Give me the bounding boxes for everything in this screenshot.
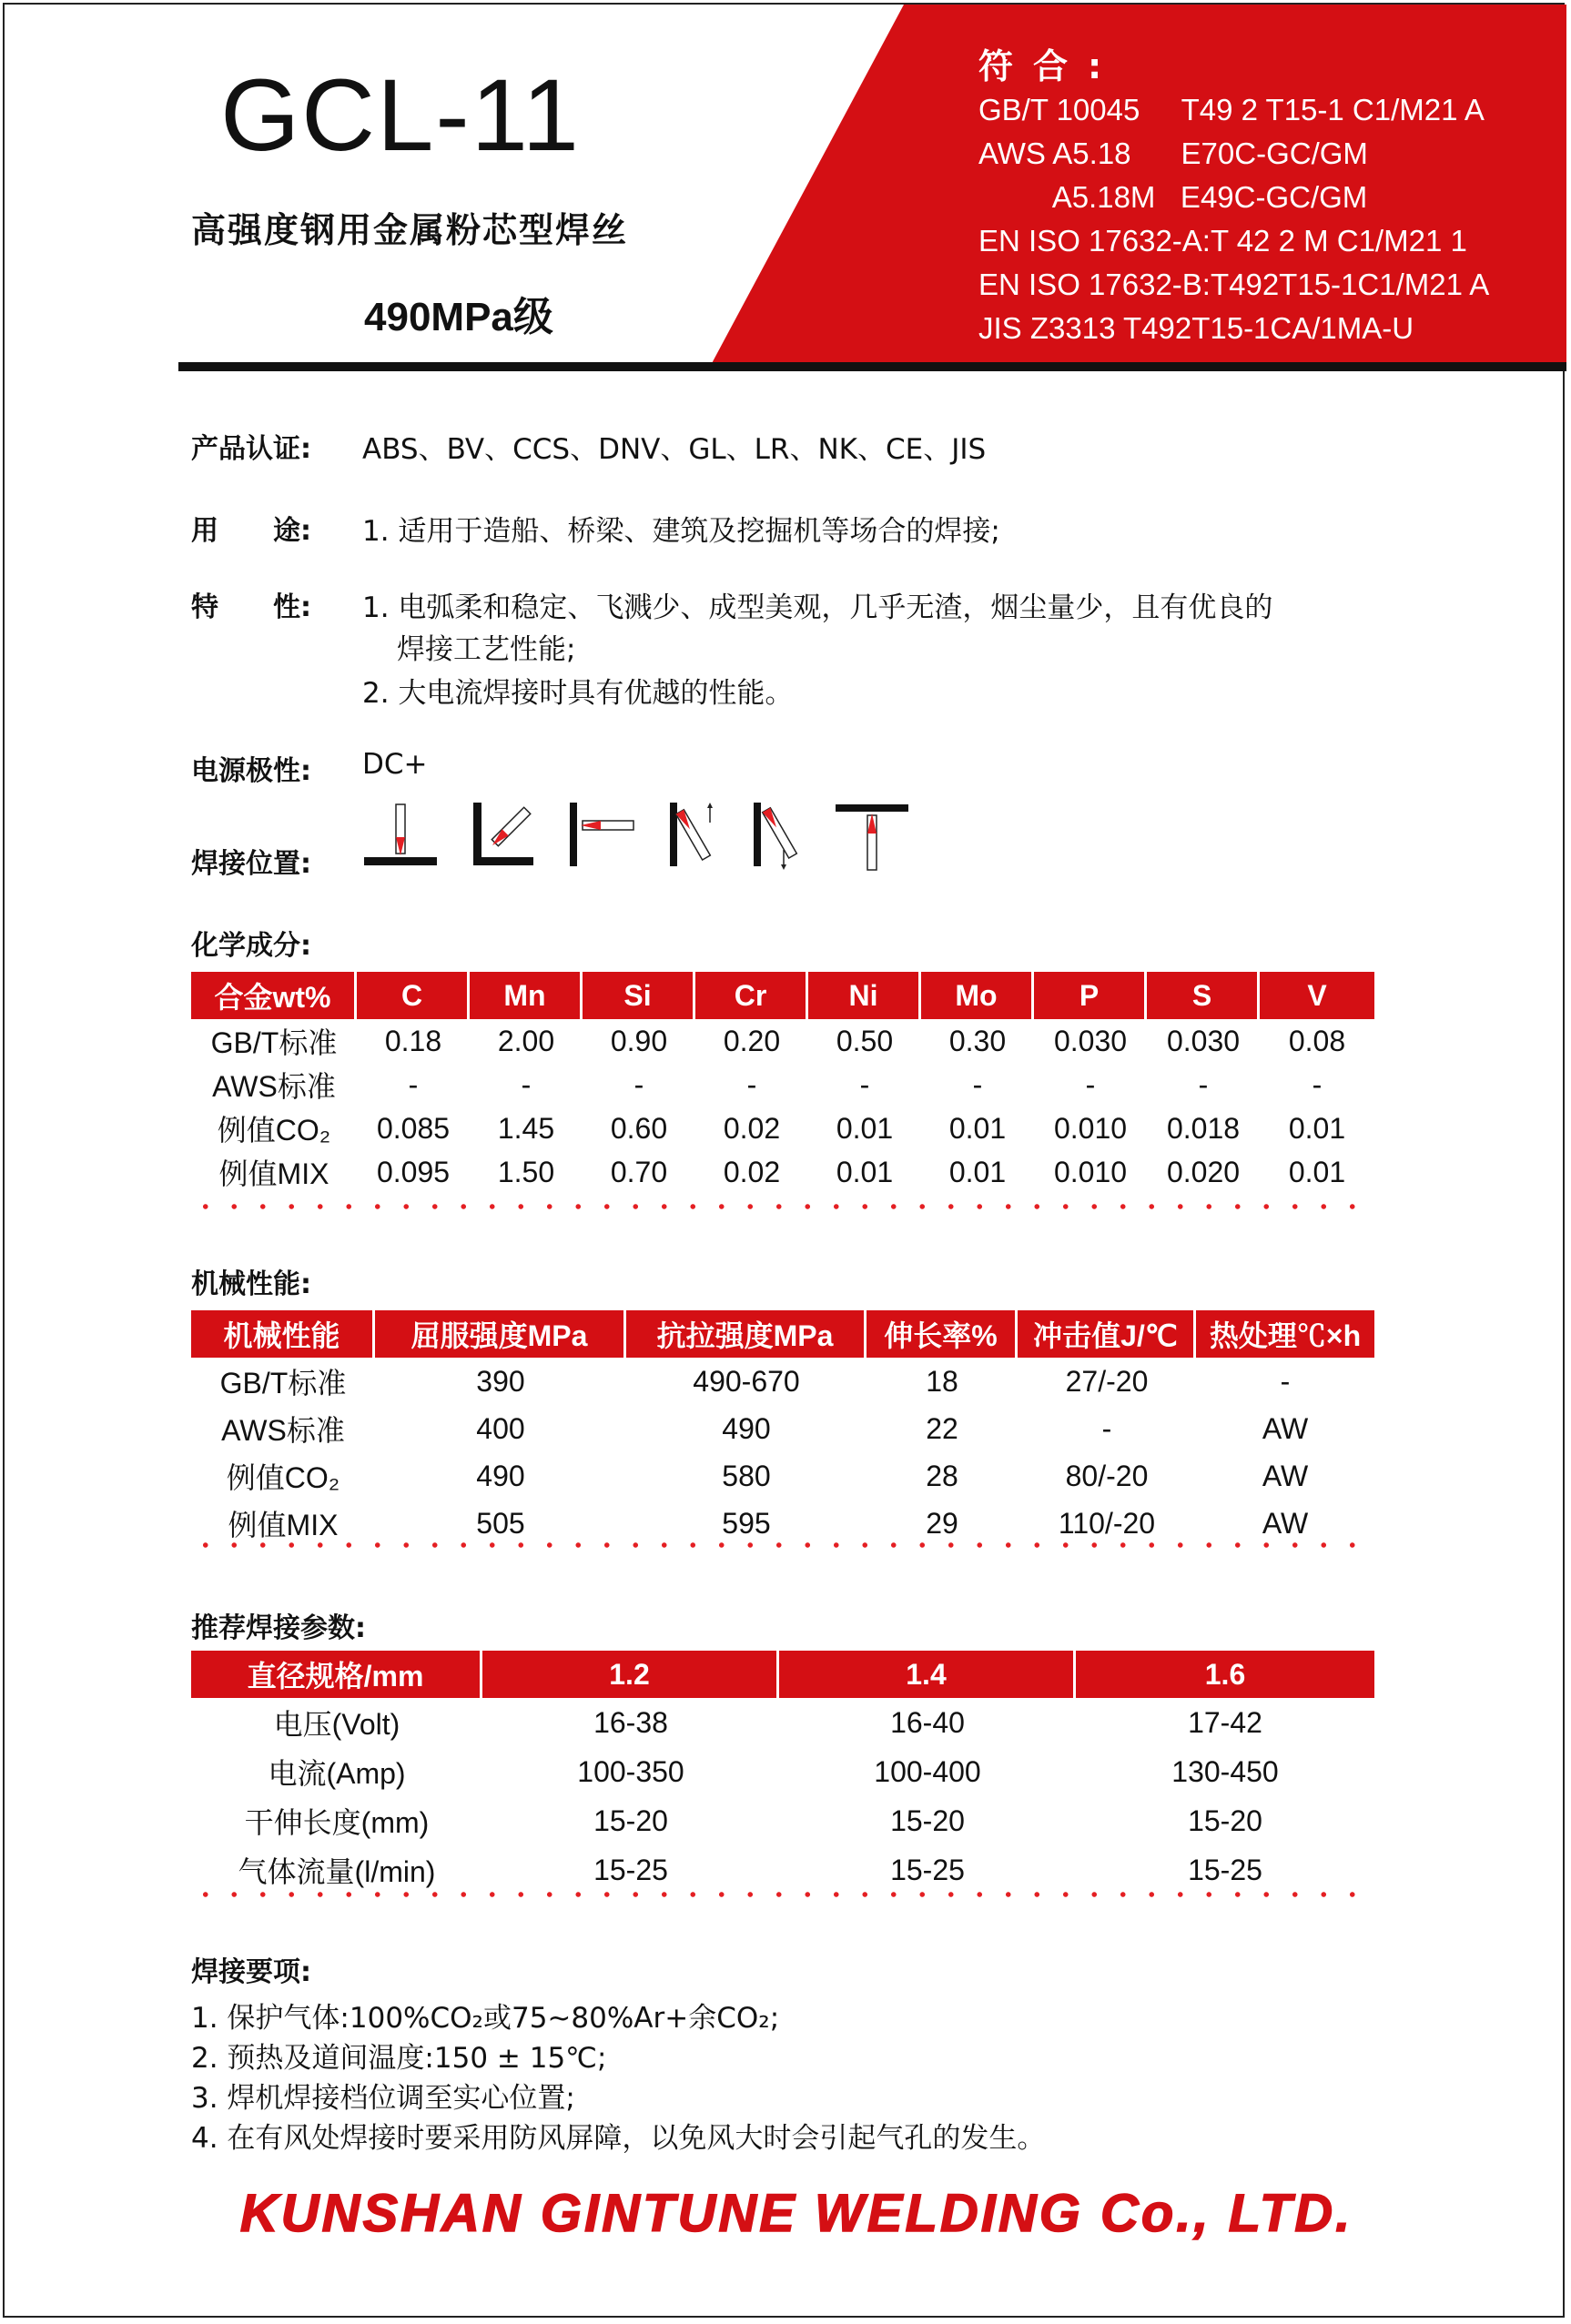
table-row <box>191 1500 1374 1547</box>
table-row <box>191 1358 1374 1405</box>
table-cell: 0.010 <box>1053 1155 1128 1188</box>
chem-header-row <box>191 972 1374 1019</box>
vertical-up-icon <box>670 803 713 866</box>
polarity-value: DC+ <box>362 748 428 781</box>
chem-table <box>191 972 1374 1194</box>
table-row <box>191 1452 1374 1500</box>
feature-1: 1. 电弧柔和稳定、飞溅少、成型美观，几乎无渣，烟尘量少，且有优良的 <box>362 591 1273 624</box>
standard-line: EN ISO 17632-A:T 42 2 M C1/M21 1 <box>978 224 1467 258</box>
chem-section-title: 化学成分: <box>191 930 311 962</box>
standard-line: GB/T 10045 T49 2 T15-1 C1/M21 A <box>978 93 1485 126</box>
table-cell: AWS标准 <box>212 1070 336 1103</box>
table-cell: 0.30 <box>948 1024 1007 1057</box>
table-cell: 580 <box>722 1459 771 1492</box>
table-cell: AWS标准 <box>221 1414 345 1447</box>
table-header: 1.6 <box>1076 1651 1374 1698</box>
table-header: 抗拉强度MPa <box>626 1310 867 1358</box>
table-header: C <box>357 972 470 1019</box>
table-cell: 490 <box>722 1411 771 1445</box>
table-row <box>191 1747 1374 1796</box>
table-cell: 17-42 <box>1188 1705 1262 1739</box>
table-cell: 27/-20 <box>1065 1364 1149 1398</box>
table-cell: 16-38 <box>593 1705 668 1739</box>
table-cell: - <box>408 1067 419 1101</box>
table-cell: - <box>1101 1411 1112 1445</box>
table-cell: 0.20 <box>723 1024 781 1057</box>
table-cell: GB/T标准 <box>219 1367 347 1399</box>
welding-position-icons <box>362 801 917 874</box>
table-row <box>191 1150 1374 1194</box>
table-header: 屈服强度MPa <box>375 1310 626 1358</box>
standards-title: 符合: <box>978 46 1122 86</box>
table-header: Ni <box>808 972 921 1019</box>
params-table <box>191 1651 1374 1895</box>
table-cell: 15-20 <box>890 1804 965 1837</box>
table-cell: 例值CO₂ <box>226 1461 340 1494</box>
table-cell: 0.085 <box>376 1111 451 1145</box>
table-header: S <box>1147 972 1260 1019</box>
vertical-down-icon <box>754 803 796 870</box>
feature-label: 特 性: <box>191 591 311 623</box>
table-header: 合金wt% <box>191 972 357 1019</box>
dotted-divider <box>191 1203 1374 1210</box>
table-header: Cr <box>695 972 808 1019</box>
cert-label: 产品认证: <box>191 433 311 465</box>
table-cell: 0.18 <box>384 1024 442 1057</box>
table-cell: - <box>521 1067 532 1101</box>
table-cell: - <box>972 1067 983 1101</box>
table-cell: 595 <box>722 1506 771 1540</box>
product-subtitle: 高强度钢用金属粉芯型焊丝 <box>191 210 629 250</box>
table-cell: 16-40 <box>890 1705 965 1739</box>
table-cell: 0.01 <box>1288 1155 1346 1188</box>
table-row <box>191 1106 1374 1150</box>
feature-1-cont: 焊接工艺性能; <box>397 633 576 666</box>
note-item: 3. 焊机焊接档位调至实心位置; <box>191 2082 575 2115</box>
standard-line: A5.18M E49C-GC/GM <box>978 180 1368 214</box>
table-cell: GB/T标准 <box>210 1026 338 1059</box>
product-grade: 490MPa级 <box>364 295 553 339</box>
table-cell: 1.45 <box>497 1111 555 1145</box>
overhead-position-icon <box>836 804 908 870</box>
horizontal-position-icon <box>570 803 633 866</box>
table-cell: 0.02 <box>723 1111 781 1145</box>
table-cell: 390 <box>476 1364 525 1398</box>
table-cell: 15-25 <box>593 1853 668 1886</box>
params-section-title: 推荐焊接参数: <box>191 1612 366 1644</box>
table-cell: 100-400 <box>874 1754 981 1788</box>
table-header: 热处理℃×h <box>1196 1310 1374 1358</box>
table-cell: - <box>859 1067 870 1101</box>
usage-label: 用 途: <box>191 515 311 547</box>
dotted-divider <box>191 1891 1374 1898</box>
table-cell: 80/-20 <box>1065 1459 1149 1492</box>
horizontal-fillet-icon <box>473 803 533 865</box>
table-cell: 0.01 <box>948 1111 1007 1145</box>
table-header: 冲击值J/℃ <box>1018 1310 1196 1358</box>
table-cell: 0.02 <box>723 1155 781 1188</box>
table-cell: 29 <box>926 1506 958 1540</box>
table-cell: 0.08 <box>1288 1024 1346 1057</box>
table-cell: 28 <box>926 1459 958 1492</box>
table-header: 直径规格/mm <box>191 1651 482 1698</box>
table-row <box>191 1796 1374 1845</box>
table-header: Si <box>583 972 695 1019</box>
table-cell: 例值MIX <box>218 1157 329 1190</box>
table-cell: 0.50 <box>836 1024 894 1057</box>
standard-line: EN ISO 17632-B:T492T15-1C1/M21 A <box>978 268 1490 301</box>
table-cell: 0.01 <box>836 1155 894 1188</box>
table-cell: 0.020 <box>1166 1155 1241 1188</box>
table-cell: 505 <box>476 1506 525 1540</box>
table-header: V <box>1260 972 1374 1019</box>
table-header: 1.4 <box>779 1651 1076 1698</box>
table-cell: 0.01 <box>1288 1111 1346 1145</box>
table-row <box>191 1845 1374 1895</box>
standard-line: AWS A5.18 E70C-GC/GM <box>978 136 1368 170</box>
table-row <box>191 1698 1374 1747</box>
product-model: GCL-11 <box>220 58 581 172</box>
table-cell: 0.90 <box>610 1024 668 1057</box>
note-item: 4. 在有风处焊接时要采用防风屏障，以免风大时会引起气孔的发生。 <box>191 2122 1046 2155</box>
table-cell: AW <box>1262 1459 1309 1492</box>
table-cell: 例值CO₂ <box>217 1114 331 1147</box>
table-cell: 15-20 <box>593 1804 668 1837</box>
table-cell: 100-350 <box>577 1754 684 1788</box>
mech-section-title: 机械性能: <box>191 1268 311 1300</box>
table-cell: AW <box>1262 1411 1309 1445</box>
table-cell: 0.030 <box>1166 1024 1241 1057</box>
table-cell: 130-450 <box>1171 1754 1279 1788</box>
flat-position-icon <box>364 804 437 865</box>
table-cell: 490 <box>476 1459 525 1492</box>
cert-value: ABS、BV、CCS、DNV、GL、LR、NK、CE、JIS <box>362 433 987 466</box>
table-cell: 气体流量(l/min) <box>238 1855 436 1888</box>
note-item: 1. 保护气体:100%CO₂或75~80%Ar+余CO₂; <box>191 2002 780 2035</box>
table-cell: 15-20 <box>1188 1804 1262 1837</box>
table-header: 机械性能 <box>191 1310 375 1358</box>
table-cell: AW <box>1262 1506 1309 1540</box>
table-cell: 电流(Amp) <box>268 1757 406 1790</box>
table-cell: 0.010 <box>1053 1111 1128 1145</box>
usage-value: 1. 适用于造船、桥梁、建筑及挖掘机等场合的焊接; <box>362 515 1000 548</box>
header-divider <box>178 362 1566 371</box>
dotted-divider <box>191 1541 1374 1549</box>
note-item: 2. 预热及道间温度:150 ± 15℃; <box>191 2042 607 2075</box>
table-row <box>191 1405 1374 1452</box>
table-cell: 0.70 <box>610 1155 668 1188</box>
company-logo <box>228 2182 1365 2246</box>
table-cell: - <box>1085 1067 1096 1101</box>
params-header-row <box>191 1651 1374 1698</box>
table-row <box>191 1019 1374 1063</box>
standard-line: JIS Z3313 T492T15-1CA/1MA-U <box>978 311 1414 345</box>
table-cell: 18 <box>926 1364 958 1398</box>
table-cell: 2.00 <box>497 1024 555 1057</box>
feature-2: 2. 大电流焊接时具有优越的性能。 <box>362 677 794 710</box>
table-cell: 例值MIX <box>228 1509 339 1541</box>
table-cell: - <box>633 1067 644 1101</box>
table-header: Mo <box>921 972 1034 1019</box>
table-header: 1.2 <box>482 1651 779 1698</box>
table-cell: 490-670 <box>693 1364 800 1398</box>
table-cell: 电压(Volt) <box>273 1708 400 1741</box>
table-cell: 0.01 <box>948 1155 1007 1188</box>
table-cell: 110/-20 <box>1058 1506 1156 1540</box>
table-cell: 400 <box>476 1411 525 1445</box>
table-cell: - <box>1312 1067 1323 1101</box>
table-cell: - <box>1198 1067 1209 1101</box>
notes-section-title: 焊接要项: <box>191 1956 311 1988</box>
table-cell: 15-25 <box>890 1853 965 1886</box>
table-row <box>191 1063 1374 1106</box>
table-cell: 15-25 <box>1188 1853 1262 1886</box>
table-header: Mn <box>470 972 583 1019</box>
table-cell: 0.030 <box>1053 1024 1128 1057</box>
mech-header-row <box>191 1310 1374 1358</box>
position-label: 焊接位置: <box>191 848 311 880</box>
table-cell: 0.095 <box>376 1155 451 1188</box>
mech-table <box>191 1310 1374 1547</box>
table-header: P <box>1034 972 1147 1019</box>
table-cell: 0.60 <box>610 1111 668 1145</box>
company-name: KUNSHAN GINTUNE WELDING Co., LTD. <box>239 2184 1353 2243</box>
table-cell: 1.50 <box>497 1155 555 1188</box>
table-header: 伸长率% <box>867 1310 1018 1358</box>
table-cell: - <box>1280 1364 1291 1398</box>
table-cell: 0.018 <box>1166 1111 1241 1145</box>
table-cell: - <box>746 1067 757 1101</box>
table-cell: 0.01 <box>836 1111 894 1145</box>
table-cell: 22 <box>926 1411 958 1445</box>
polarity-label: 电源极性: <box>191 755 311 787</box>
table-cell: 干伸长度(mm) <box>244 1806 430 1839</box>
